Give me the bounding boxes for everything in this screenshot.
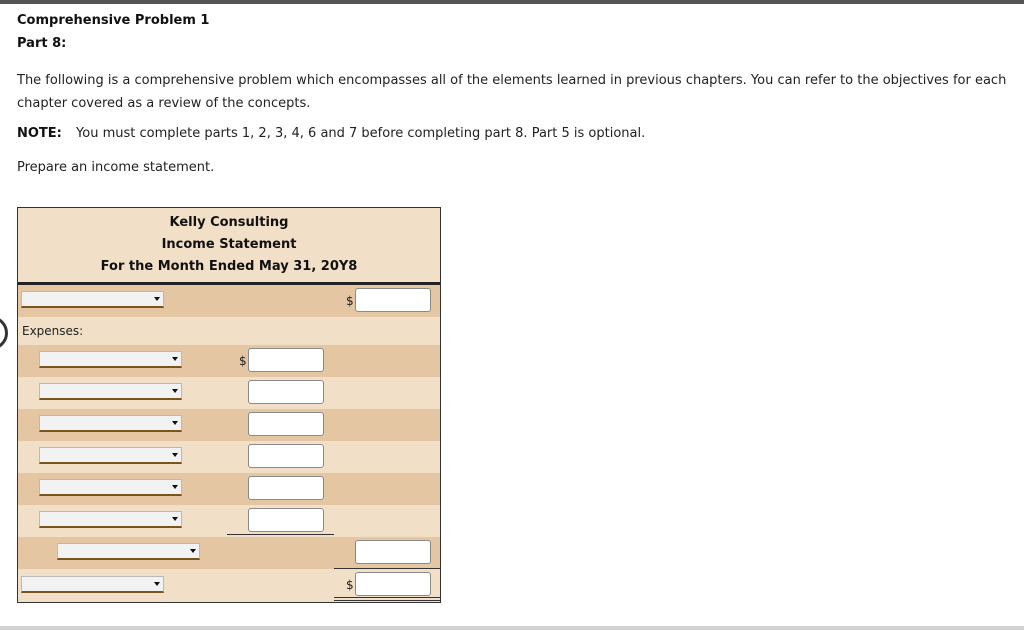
net-income-dropdown[interactable] [21,576,164,593]
net-income-input[interactable] [355,572,431,596]
note-label: NOTE: [17,126,62,141]
part-label: Part 8: [17,36,67,51]
expense-row [18,345,440,377]
expense-amount-input-1[interactable] [248,348,324,372]
expense-account-dropdown-1[interactable] [39,351,182,368]
expense-row [18,505,440,537]
problem-intro: The following is a comprehensive problem which encompasses all of the elements learned in previous chapters. You can refer to the objectives for each chapter covered as a review of the concepts. [17,73,1007,111]
currency-symbol: $ [346,294,354,308]
chevron-down-icon [172,389,178,393]
chevron-down-icon [172,357,178,361]
expense-row [18,377,440,409]
statement-name: Income Statement [161,237,297,252]
total-expenses-input[interactable] [355,540,431,564]
total-expenses-dropdown[interactable] [57,543,200,560]
expense-amount-input-4[interactable] [248,444,324,468]
note-line [17,126,645,142]
expense-row [18,473,440,505]
statement-period: For the Month Ended May 31, 20Y8 [100,259,358,274]
currency-symbol: $ [239,354,247,368]
expense-amount-input-2[interactable] [248,380,324,404]
chevron-down-icon [190,549,196,553]
expense-amount-input-5[interactable] [248,476,324,500]
expense-account-dropdown-5[interactable] [39,479,182,496]
top-border [0,0,1024,4]
net-income-double-underline [334,597,440,601]
revenue-amount-input[interactable] [355,288,431,312]
navigation-circle-icon[interactable] [0,316,8,350]
currency-symbol: $ [346,578,354,592]
expense-amount-input-3[interactable] [248,412,324,436]
bottom-border [0,626,1024,630]
chevron-down-icon [172,517,178,521]
instruction-text: Prepare an income statement. [17,160,215,175]
expense-amount-input-6[interactable] [248,508,324,532]
income-statement-table [17,207,441,603]
expense-row [18,409,440,441]
expenses-underline [227,534,334,535]
chevron-down-icon [172,453,178,457]
expenses-label: Expenses: [22,324,84,338]
revenue-account-dropdown[interactable] [21,291,164,308]
chevron-down-icon [172,421,178,425]
expense-row [18,441,440,473]
statement-header [18,208,440,285]
expense-account-dropdown-6[interactable] [39,511,182,528]
chevron-down-icon [154,297,160,301]
expense-account-dropdown-3[interactable] [39,415,182,432]
total-expenses-row [18,537,440,569]
company-name: Kelly Consulting [169,215,289,230]
chevron-down-icon [172,485,178,489]
expense-account-dropdown-4[interactable] [39,447,182,464]
chevron-down-icon [154,582,160,586]
note-text: You must complete parts 1, 2, 3, 4, 6 and 7 before completing part 8. Part 5 is optional. [76,126,646,141]
expense-account-dropdown-2[interactable] [39,383,182,400]
revenue-row [18,285,440,317]
problem-title: Comprehensive Problem 1 [17,13,210,28]
